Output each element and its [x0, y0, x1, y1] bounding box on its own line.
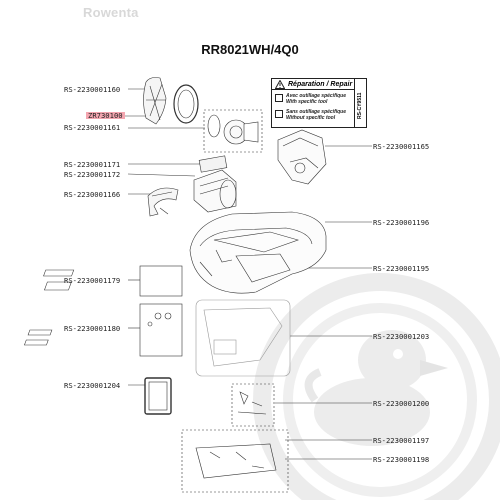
part-filter-assembly — [204, 110, 262, 152]
part-label: RS-2230001172 — [64, 170, 121, 179]
part-label: RS-2230001165 — [373, 142, 430, 151]
part-label: RS-2230001195 — [373, 264, 430, 273]
legend-row2-fr: Sans outillage spécifique — [286, 109, 347, 115]
legend-row1-fr: Avec outillage spécifique — [286, 93, 347, 99]
watermark-logo — [262, 282, 498, 500]
part-label-highlighted: ZR730100 — [88, 111, 123, 120]
part-label: RS-2230001196 — [373, 218, 430, 227]
part-label: RS-2230001171 — [64, 160, 121, 169]
legend-row1-en: With specific tool — [286, 99, 328, 105]
part-label: RS-2230001166 — [64, 190, 121, 199]
part-label: RS-2230001160 — [64, 85, 121, 94]
legend-title: Réparation / Repair — [272, 79, 354, 90]
part-label: RS-2230001200 — [373, 399, 430, 408]
brand-logo: Rowenta — [83, 5, 139, 20]
legend-side-code: RS-CY9511 — [354, 79, 366, 127]
model-title: RR8021WH/4Q0 — [201, 42, 299, 57]
part-label: RS-2230001204 — [64, 381, 121, 390]
part-bracket — [148, 188, 178, 216]
part-label: RS-2230001203 — [373, 332, 430, 341]
part-housing — [278, 130, 326, 184]
part-label: RS-2230001179 — [64, 276, 121, 285]
part-main-base — [190, 212, 326, 293]
part-filter-frame — [145, 378, 171, 414]
part-label: RS-2230001180 — [64, 324, 121, 333]
part-motor-block — [194, 156, 236, 212]
part-wheel-assembly — [144, 78, 199, 125]
part-label: RS-2230001161 — [64, 123, 121, 132]
part-label: RS-2230001197 — [373, 436, 430, 445]
part-label: RS-2230001198 — [373, 455, 430, 464]
legend-row2-en: Without specific tool — [286, 115, 336, 121]
leader-line — [128, 174, 195, 176]
